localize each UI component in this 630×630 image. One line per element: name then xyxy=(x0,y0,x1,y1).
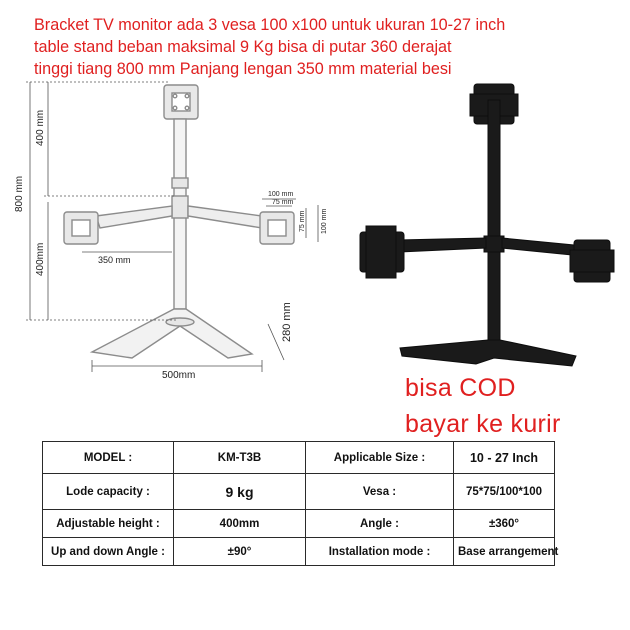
dim-arm-length: 350 mm xyxy=(98,255,131,265)
spec-label-model: MODEL : xyxy=(43,442,174,474)
spec-value-vesa: 75*75/100*100 xyxy=(454,474,555,510)
dim-lower-height: 400mm xyxy=(35,242,46,276)
dimension-sketch xyxy=(64,85,294,358)
spec-value-installation-mode: Base arrangement xyxy=(454,538,555,566)
table-row xyxy=(43,442,555,474)
promo-cod xyxy=(405,370,561,442)
dim-vesa-side-100: 100 mm xyxy=(321,208,328,234)
dim-vesa-side-75: 75 mm xyxy=(299,210,306,232)
table-row xyxy=(43,538,555,566)
stand-photo xyxy=(360,84,614,366)
spec-value-up-down-angle: ±90° xyxy=(174,538,306,566)
spec-value-load-capacity: 9 kg xyxy=(174,474,306,510)
dim-vesa-outer: 100 mm xyxy=(268,191,294,198)
spec-label-adjustable-height: Adjustable height : xyxy=(43,510,174,538)
spec-table xyxy=(42,441,559,566)
spec-label-load-capacity: Lode capacity : xyxy=(43,474,174,510)
caption-line-2: table stand beban maksimal 9 Kg bisa di putar 360 derajat xyxy=(34,38,452,56)
caption-line-3: tinggi tiang 800 mm Panjang lengan 350 mm material besi xyxy=(34,60,452,78)
table-row xyxy=(43,474,555,510)
table-row xyxy=(43,510,555,538)
dim-base-depth: 280 mm xyxy=(281,302,293,342)
dim-total-height: 800 mm xyxy=(14,175,25,212)
spec-value-angle: ±360° xyxy=(454,510,555,538)
dimension-labels xyxy=(14,110,328,381)
spec-label-installation-mode: Installation mode : xyxy=(306,538,454,566)
dim-upper-height: 400 mm xyxy=(35,109,46,146)
dim-vesa-inner: 75 mm xyxy=(272,199,294,206)
spec-label-vesa: Vesa : xyxy=(306,474,454,510)
spec-value-model: KM-T3B xyxy=(174,442,306,474)
promo-line-1: bisa COD xyxy=(405,374,516,402)
spec-value-applicable-size: 10 - 27 Inch xyxy=(454,442,555,474)
dim-base-width: 500mm xyxy=(162,370,196,381)
spec-value-adjustable-height: 400mm xyxy=(174,510,306,538)
spec-label-up-down-angle: Up and down Angle : xyxy=(43,538,174,566)
spec-label-applicable-size: Applicable Size : xyxy=(306,442,454,474)
spec-label-angle: Angle : xyxy=(306,510,454,538)
caption-line-1: Bracket TV monitor ada 3 vesa 100 x100 untuk ukuran 10-27 inch xyxy=(34,16,506,34)
promo-line-2: bayar ke kurir xyxy=(405,410,561,438)
